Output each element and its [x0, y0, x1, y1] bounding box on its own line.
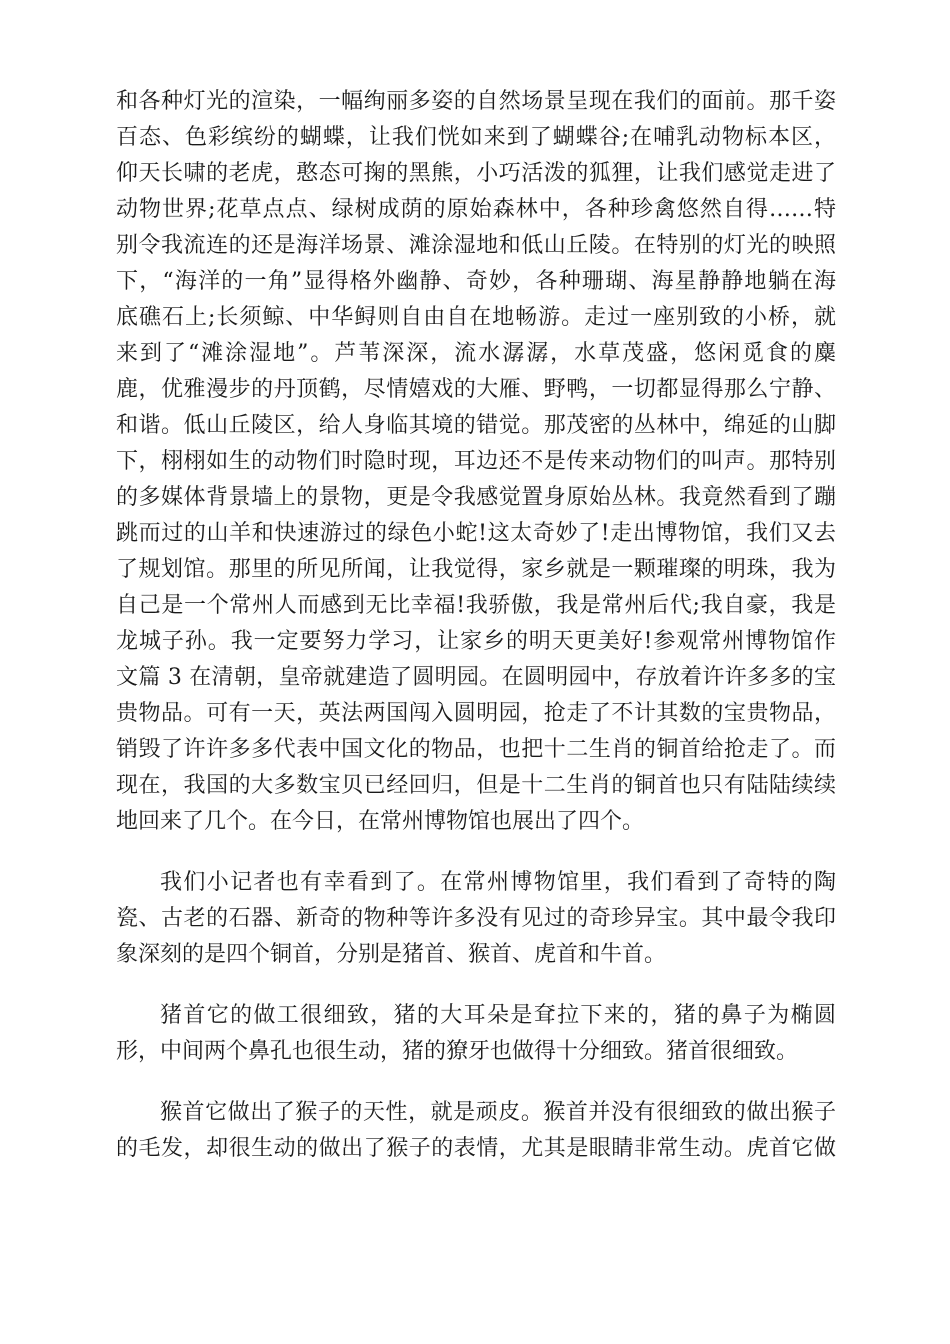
text-line: 象深刻的是四个铜首，分别是猪首、猴首、虎首和牛首。	[116, 942, 667, 967]
text-line: 现在，我国的大多数宝贝已经回归，但是十二生肖的铜首也只有陆陆续续	[116, 773, 836, 798]
text-line: 底礁石上;长须鲸、中华鲟则自由自在地畅游。走过一座别致的小桥，就	[116, 305, 836, 330]
paragraph-4	[116, 1095, 836, 1167]
paragraph-1	[116, 84, 836, 840]
text-line: 下，“海洋的一角”显得格外幽静、奇妙，各种珊瑚、海星静静地躺在海	[116, 269, 836, 294]
paragraph-3	[116, 998, 836, 1070]
text-line: 猪首它的做工很细致，猪的大耳朵是耷拉下来的，猪的鼻子为椭圆	[160, 1003, 836, 1028]
text-line: 猴首它做出了猴子的天性，就是顽皮。猴首并没有很细致的做出猴子	[160, 1100, 836, 1125]
text-line: 仰天长啸的老虎，憨态可掬的黑熊，小巧活泼的狐狸，让我们感觉走进了	[116, 161, 836, 186]
paragraph-2	[116, 865, 836, 973]
text-line: 销毁了许许多多代表中国文化的物品，也把十二生肖的铜首给抢走了。而	[116, 737, 836, 762]
text-line: 的多媒体背景墙上的景物，更是令我感觉置身原始丛林。我竟然看到了蹦	[116, 485, 836, 510]
text-line: 文篇 3 在清朝，皇帝就建造了圆明园。在圆明园中，存放着许许多多的宝	[116, 665, 836, 690]
text-line: 贵物品。可有一天，英法两国闯入圆明园，抢走了不计其数的宝贵物品，	[116, 701, 836, 726]
text-line: 和谐。低山丘陵区，给人身临其境的错觉。那茂密的丛林中，绵延的山脚	[116, 413, 836, 438]
text-line: 百态、色彩缤纷的蝴蝶，让我们恍如来到了蝴蝶谷;在哺乳动物标本区，	[116, 125, 836, 150]
text-line: 动物世界;花草点点、绿树成荫的原始森林中，各种珍禽悠然自得……特	[116, 197, 836, 222]
text-line: 下，栩栩如生的动物们时隐时现，耳边还不是传来动物们的叫声。那特别	[116, 449, 836, 474]
text-line: 我们小记者也有幸看到了。在常州博物馆里，我们看到了奇特的陶	[160, 870, 836, 895]
text-line: 龙城子孙。我一定要努力学习，让家乡的明天更美好!参观常州博物馆作	[116, 629, 836, 654]
document-body	[116, 84, 836, 1192]
text-line: 鹿，优雅漫步的丹顶鹤，尽情嬉戏的大雁、野鸭，一切都显得那么宁静、	[116, 377, 836, 402]
text-line: 的毛发，却很生动的做出了猴子的表情，尤其是眼睛非常生动。虎首它做	[116, 1136, 836, 1161]
text-line: 形，中间两个鼻孔也很生动，猪的獠牙也做得十分细致。猪首很细致。	[116, 1039, 799, 1064]
text-line: 瓷、古老的石器、新奇的物种等许多没有见过的奇珍异宝。其中最令我印	[116, 906, 836, 931]
text-line: 自己是一个常州人而感到无比幸福!我骄傲，我是常州后代;我自豪，我是	[116, 593, 836, 618]
text-line: 了规划馆。那里的所见所闻，让我觉得，家乡就是一颗璀璨的明珠，我为	[116, 557, 836, 582]
text-line: 来到了“滩涂湿地”。芦苇深深，流水潺潺，水草茂盛，悠闲觅食的麋	[116, 341, 836, 366]
text-line: 和各种灯光的渲染，一幅绚丽多姿的自然场景呈现在我们的面前。那千姿	[116, 89, 836, 114]
text-line: 地回来了几个。在今日，在常州博物馆也展出了四个。	[116, 809, 645, 834]
text-line: 别令我流连的还是海洋场景、滩涂湿地和低山丘陵。在特别的灯光的映照	[116, 233, 836, 258]
text-line: 跳而过的山羊和快速游过的绿色小蛇!这太奇妙了!走出博物馆，我们又去	[116, 521, 836, 546]
